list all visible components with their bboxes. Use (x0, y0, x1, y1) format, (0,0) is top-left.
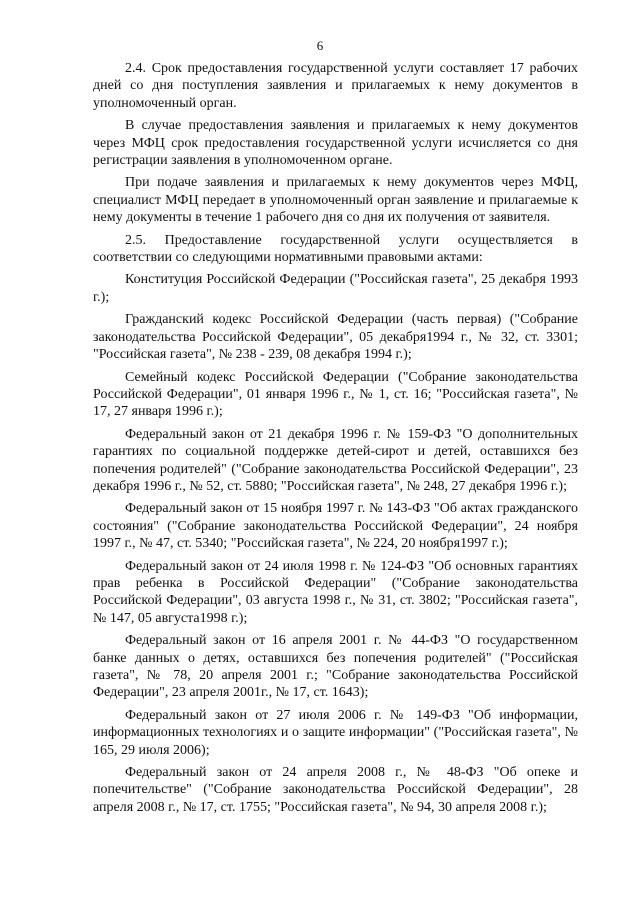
legal-act-fz-124: Федеральный закон от 24 июля 1998 г. № 124-ФЗ "Об основных гарантиях прав ребенка в Российской Федерации" ("Собрание законодательства Российской Федерации", 03 августа 1998 г., № 31, ст. 3802; "Российская газета", № 147, 05 августа1998 г.); (93, 558, 578, 626)
paragraph-2-5: 2.5. Предоставление государственной услуги осуществляется в соответствии со следующими нормативными правовыми актами: (93, 232, 578, 266)
legal-act-constitution: Конституция Российской Федерации ("Российская газета", 25 декабря 1993 г.); (93, 272, 578, 305)
legal-act-family-code: Семейный кодекс Российской Федерации ("Собрание законодательства Российской Федерации", 01 января 1996 г., № 1, ст. 16; "Российская газета", № 17, 27 января 1996 г.); (93, 369, 578, 420)
page-number: 6 (316, 38, 324, 53)
legal-act-civil-code: Гражданский кодекс Российской Федерации (часть первая) ("Собрание законодательства Российской Федерации", 05 декабря1994 г., № 32, ст. 3301; "Российская газета", № 238 - 239, 08 декабря 1994 г.); (93, 312, 578, 363)
document-body (93, 60, 578, 821)
legal-act-fz-149: Федеральный закон от 27 июля 2006 г. № 149-ФЗ "Об информации, информационных технологиях и о защите информации" ("Российская газета", № 165, 29 июля 2006); (93, 707, 578, 758)
paragraph-2-4: 2.4. Срок предоставления государственной услуги составляет 17 рабочих дней со дня поступления заявления и прилагаемых к нему документов в уполномоченный орган. (93, 61, 578, 111)
paragraph-mfc-transfer: При подаче заявления и прилагаемых к нему документов через МФЦ, специалист МФЦ передает в уполномоченный орган заявление и прилагаемые к нему документы в течение 1 рабочего дня со дня их получения от заявителя. (93, 175, 578, 226)
legal-act-fz-143: Федеральный закон от 15 ноября 1997 г. № 143-ФЗ "Об актах гражданского состояния" ("Собрание законодательства Российской Федерации", 24 ноября 1997 г., № 47, ст. 5340; "Российская газета", № 224, 20 ноября1997 г.); (93, 501, 578, 552)
legal-act-fz-48: Федеральный закон от 24 апреля 2008 г., № 48-ФЗ "Об опеке и попечительстве" ("Собрание законодательства Российской Федерации", 28 апреля 2008 г., № 17, ст. 1755; "Российская газета", № 94, 30 апреля 2008 г.); (93, 765, 578, 815)
legal-act-fz-159: Федеральный закон от 21 декабря 1996 г. № 159-ФЗ "О дополнительных гарантиях по социальной поддержке детей-сирот и детей, оставшихся без попечения родителей" ("Собрание законодательства Российской Федерации", 23 декабря 1996 г., № 52, ст. 5880; "Российская газета", № 248, 27 декабря 1996 г.); (93, 426, 578, 494)
paragraph-mfc-term: В случае предоставления заявления и прилагаемых к нему документов через МФЦ срок предоставления государственной услуги исчисляется со дня регистрации заявления в уполномоченном органе. (93, 118, 578, 169)
legal-act-fz-44: Федеральный закон от 16 апреля 2001 г. № 44-ФЗ "О государственном банке данных о детях, оставшихся без попечения родителей" ("Российская газета", № 78, 20 апреля 2001 г.; "Собрание законодательства Российской Федерации", 23 апреля 2001г., № 17, ст. 1643); (93, 633, 578, 701)
